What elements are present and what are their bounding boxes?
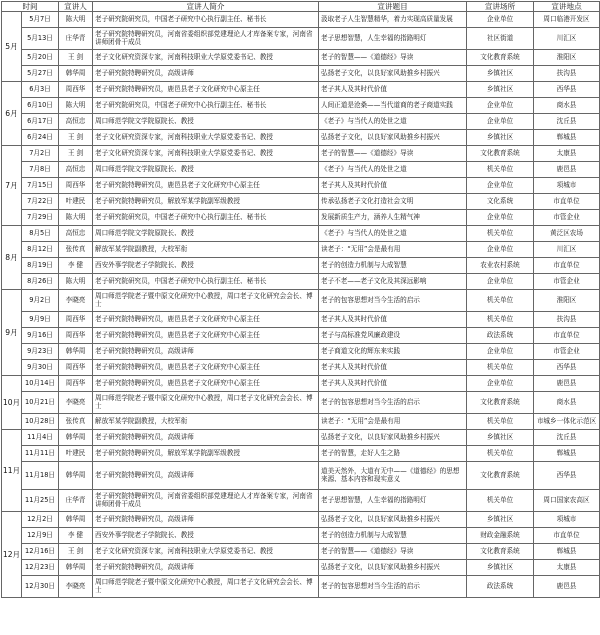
venue-cell: 政法系统 — [467, 328, 534, 344]
place-cell: 黄泛区农场 — [534, 226, 600, 242]
intro-cell: 老子研究院特聘研究员，鹿邑县老子文化研究中心原主任 — [93, 178, 319, 194]
place-cell: 西华县 — [534, 82, 600, 98]
date-cell: 6月24日 — [22, 130, 59, 146]
month-cell: 5月 — [2, 12, 22, 82]
place-cell: 市直单位 — [534, 528, 600, 544]
place-cell: 川汇区 — [534, 28, 600, 50]
header-venue: 宣讲场所 — [467, 2, 534, 12]
place-cell: 川汇区 — [534, 242, 600, 258]
date-cell: 12月16日 — [22, 544, 59, 560]
intro-cell: 老子研究院特聘研究员，高级讲师 — [93, 560, 319, 576]
date-cell: 7月22日 — [22, 194, 59, 210]
table-row — [2, 462, 600, 490]
date-cell: 11月4日 — [22, 430, 59, 446]
topic-cell: 老子的智慧——《道德经》导读 — [319, 146, 467, 162]
table-row — [2, 344, 600, 360]
speaker-cell: 韩华周 — [59, 344, 93, 360]
date-cell: 8月19日 — [22, 258, 59, 274]
header-time: 时间 — [2, 2, 59, 12]
intro-cell: 老子研究院特聘研究员，高级讲师 — [93, 430, 319, 446]
topic-cell: 老子其人及其时代价值 — [319, 360, 467, 376]
intro-cell: 老子研究院研究员，中国老子研究中心执行副主任、秘书长 — [93, 12, 319, 28]
topic-cell: 弘扬老子文化，以良好家风助推乡村振兴 — [319, 130, 467, 146]
speaker-cell: 陈大明 — [59, 210, 93, 226]
table-row — [2, 328, 600, 344]
topic-cell: 《老子》与当代人的处世之道 — [319, 114, 467, 130]
topic-cell: 人间正道是沧桑——当代道商的老子商道实践 — [319, 98, 467, 114]
date-cell: 5月27日 — [22, 66, 59, 82]
table-row — [2, 12, 600, 28]
table-row — [2, 560, 600, 576]
topic-cell: 老子的智慧——《道德经》导读 — [319, 50, 467, 66]
topic-cell: 《老子》与当代人的处世之道 — [319, 226, 467, 242]
date-cell: 12月30日 — [22, 576, 59, 598]
venue-cell: 乡镇社区 — [467, 130, 534, 146]
table-row — [2, 178, 600, 194]
table-row — [2, 290, 600, 312]
venue-cell: 机关单位 — [467, 226, 534, 242]
table-row — [2, 576, 600, 598]
schedule-body — [2, 12, 600, 598]
topic-cell: 老子其人及其时代价值 — [319, 82, 467, 98]
venue-cell: 乡镇社区 — [467, 512, 534, 528]
place-cell: 市管企业 — [534, 274, 600, 290]
speaker-cell: 韩华周 — [59, 66, 93, 82]
speaker-cell: 李晓亮 — [59, 392, 93, 414]
place-cell: 沈丘县 — [534, 430, 600, 446]
speaker-cell: 庄华青 — [59, 28, 93, 50]
table-row — [2, 242, 600, 258]
place-cell: 市管企业 — [534, 210, 600, 226]
speaker-cell: 王 剑 — [59, 130, 93, 146]
speaker-cell: 王 剑 — [59, 146, 93, 162]
intro-cell: 老子研究院特聘研究员，鹿邑县老子文化研究中心原主任 — [93, 376, 319, 392]
speaker-cell: 韩华周 — [59, 462, 93, 490]
venue-cell: 乡镇社区 — [467, 430, 534, 446]
speaker-cell: 周西华 — [59, 178, 93, 194]
venue-cell: 企业单位 — [467, 242, 534, 258]
date-cell: 8月26日 — [22, 274, 59, 290]
place-cell: 西华县 — [534, 462, 600, 490]
place-cell: 市管企业 — [534, 344, 600, 360]
intro-cell: 老子研究院特聘研究员，解放军某学院副军级教授 — [93, 194, 319, 210]
speaker-cell: 陈大明 — [59, 274, 93, 290]
topic-cell: 读老子：“无用”会是最有用 — [319, 414, 467, 430]
speaker-cell: 李 健 — [59, 258, 93, 274]
venue-cell: 文化教育系统 — [467, 146, 534, 162]
intro-cell: 老子研究院特聘研究员，高级讲师 — [93, 344, 319, 360]
date-cell: 7月29日 — [22, 210, 59, 226]
date-cell: 6月3日 — [22, 82, 59, 98]
place-cell: 周口国家农高区 — [534, 490, 600, 512]
date-cell: 12月2日 — [22, 512, 59, 528]
table-row — [2, 66, 600, 82]
intro-cell: 老子研究院特聘研究员，高级讲师 — [93, 66, 319, 82]
venue-cell: 机关单位 — [467, 414, 534, 430]
speaker-cell: 周西华 — [59, 82, 93, 98]
header-place: 宣讲地点 — [534, 2, 600, 12]
date-cell: 5月7日 — [22, 12, 59, 28]
month-cell: 11月 — [2, 430, 22, 512]
intro-cell: 老子研究院特聘研究员，鹿邑县老子文化研究中心原主任 — [93, 360, 319, 376]
intro-cell: 老子文化研究资深专家，河南科技职业大学原党委书记、教授 — [93, 130, 319, 146]
venue-cell: 企业单位 — [467, 376, 534, 392]
table-row — [2, 28, 600, 50]
venue-cell: 乡镇社区 — [467, 66, 534, 82]
table-row — [2, 162, 600, 178]
topic-cell: 《老子》与当代人的处世之道 — [319, 162, 467, 178]
speaker-cell: 庄华青 — [59, 490, 93, 512]
venue-cell: 文化教育系统 — [467, 392, 534, 414]
table-row — [2, 226, 600, 242]
speaker-cell: 韩华周 — [59, 560, 93, 576]
venue-cell: 社区街道 — [467, 28, 534, 50]
speaker-cell: 高恒忠 — [59, 162, 93, 178]
speaker-cell: 张传真 — [59, 414, 93, 430]
date-cell: 9月23日 — [22, 344, 59, 360]
date-cell: 10月21日 — [22, 392, 59, 414]
topic-cell: 老子的包容思想对当今生活的启示 — [319, 576, 467, 598]
date-cell: 8月5日 — [22, 226, 59, 242]
topic-cell: 老子的包容思想对当今生活的启示 — [319, 290, 467, 312]
topic-cell: 汲取老子人生智慧精华，着力实现高质量发展 — [319, 12, 467, 28]
intro-cell: 老子研究院研究员，中国老子研究中心执行副主任、秘书长 — [93, 274, 319, 290]
topic-cell: 发展新质生产力，涵养人生精气神 — [319, 210, 467, 226]
date-cell: 7月8日 — [22, 162, 59, 178]
intro-cell: 老子研究院特聘研究员，鹿邑县老子文化研究中心原主任 — [93, 328, 319, 344]
month-cell: 12月 — [2, 512, 22, 598]
speaker-cell: 陈大明 — [59, 98, 93, 114]
speaker-cell: 高恒忠 — [59, 226, 93, 242]
date-cell: 12月9日 — [22, 528, 59, 544]
topic-cell: 老子其人及其时代价值 — [319, 376, 467, 392]
table-row — [2, 544, 600, 560]
venue-cell: 财政金融系统 — [467, 528, 534, 544]
place-cell: 扶沟县 — [534, 312, 600, 328]
intro-cell: 周口师范学院老子暨中原文化研究中心教授，周口老子文化研究会会长、博士 — [93, 576, 319, 598]
table-row — [2, 512, 600, 528]
place-cell: 市直单位 — [534, 258, 600, 274]
speaker-cell: 高恒忠 — [59, 114, 93, 130]
speaker-cell: 周西华 — [59, 312, 93, 328]
month-cell: 10月 — [2, 376, 22, 430]
topic-cell: 老子不老——老子文化及其深远影响 — [319, 274, 467, 290]
speaker-cell: 李晓亮 — [59, 576, 93, 598]
speaker-cell: 周西华 — [59, 376, 93, 392]
intro-cell: 老子研究院特聘研究员，高级讲师 — [93, 512, 319, 528]
venue-cell: 文化教育系统 — [467, 462, 534, 490]
place-cell: 扶沟县 — [534, 66, 600, 82]
date-cell: 6月17日 — [22, 114, 59, 130]
date-cell: 9月2日 — [22, 290, 59, 312]
place-cell: 西华县 — [534, 360, 600, 376]
place-cell: 太康县 — [534, 146, 600, 162]
month-cell: 9月 — [2, 290, 22, 376]
venue-cell: 机关单位 — [467, 446, 534, 462]
place-cell: 太康县 — [534, 560, 600, 576]
intro-cell: 老子文化研究资深专家，河南科技职业大学原党委书记、教授 — [93, 50, 319, 66]
table-row — [2, 528, 600, 544]
table-row — [2, 210, 600, 226]
date-cell: 7月2日 — [22, 146, 59, 162]
header-row — [2, 2, 600, 12]
venue-cell: 农业农村系统 — [467, 258, 534, 274]
topic-cell: 老子商道文化的辉东来实践 — [319, 344, 467, 360]
intro-cell: 老子研究院特聘研究员，河南省委组织部党建理论人才库备案专家，河南省讲师团骨干成员 — [93, 490, 319, 512]
topic-cell: 传承弘扬老子文化打造社会文明 — [319, 194, 467, 210]
place-cell: 市城乡一体化示范区 — [534, 414, 600, 430]
table-row — [2, 414, 600, 430]
topic-cell: 老子的智慧，走好人生之路 — [319, 446, 467, 462]
speaker-cell: 王 剑 — [59, 544, 93, 560]
speaker-cell: 王 剑 — [59, 50, 93, 66]
intro-cell: 老子研究院特聘研究员，鹿邑县老子文化研究中心原主任 — [93, 312, 319, 328]
date-cell: 11月18日 — [22, 462, 59, 490]
date-cell: 8月12日 — [22, 242, 59, 258]
venue-cell: 乡镇社区 — [467, 560, 534, 576]
venue-cell: 文化教育系统 — [467, 50, 534, 66]
header-intro: 宣讲人简介 — [93, 2, 319, 12]
date-cell: 5月13日 — [22, 28, 59, 50]
speaker-cell: 陈大明 — [59, 12, 93, 28]
table-row — [2, 98, 600, 114]
venue-cell: 乡镇社区 — [467, 82, 534, 98]
topic-cell: 老子其人及其时代价值 — [319, 178, 467, 194]
speaker-cell: 周西华 — [59, 328, 93, 344]
table-row — [2, 490, 600, 512]
date-cell: 6月10日 — [22, 98, 59, 114]
date-cell: 11月25日 — [22, 490, 59, 512]
venue-cell: 企业单位 — [467, 178, 534, 194]
venue-cell: 机关单位 — [467, 360, 534, 376]
intro-cell: 老子研究院特聘研究员，高级讲师 — [93, 462, 319, 490]
date-cell: 5月20日 — [22, 50, 59, 66]
topic-cell: 老子的包容思想对当今生活的启示 — [319, 392, 467, 414]
date-cell: 10月28日 — [22, 414, 59, 430]
date-cell: 9月9日 — [22, 312, 59, 328]
topic-cell: 老子的创造力机制与大成智慧 — [319, 528, 467, 544]
table-row — [2, 446, 600, 462]
month-cell: 8月 — [2, 226, 22, 290]
speaker-cell: 叶建民 — [59, 446, 93, 462]
table-row — [2, 194, 600, 210]
table-row — [2, 392, 600, 414]
place-cell: 淮阳区 — [534, 50, 600, 66]
intro-cell: 老子研究院研究员，中国老子研究中心执行副主任、秘书长 — [93, 210, 319, 226]
intro-cell: 老子研究院特聘研究员，解放军某学院副军级教授 — [93, 446, 319, 462]
date-cell: 10月14日 — [22, 376, 59, 392]
topic-cell: 道美天然外，大道有无中——《道德经》的思想来源、基本内容和现实意义 — [319, 462, 467, 490]
venue-cell: 企业单位 — [467, 344, 534, 360]
place-cell: 商水县 — [534, 98, 600, 114]
topic-cell: 老子思想智慧，人生幸福的指路明灯 — [319, 28, 467, 50]
table-row — [2, 50, 600, 66]
table-row — [2, 114, 600, 130]
intro-cell: 西安外事学院老子学院院长、教授 — [93, 258, 319, 274]
table-row — [2, 312, 600, 328]
header-speaker: 宣讲人 — [59, 2, 93, 12]
intro-cell: 西安外事学院老子学院院长、教授 — [93, 528, 319, 544]
date-cell: 9月30日 — [22, 360, 59, 376]
place-cell: 郸城县 — [534, 446, 600, 462]
venue-cell: 企业单位 — [467, 12, 534, 28]
intro-cell: 周口师范学院文学院原院长、教授 — [93, 162, 319, 178]
intro-cell: 老子研究院特聘研究员，鹿邑县老子文化研究中心原主任 — [93, 82, 319, 98]
venue-cell: 文化系统 — [467, 194, 534, 210]
table-row — [2, 258, 600, 274]
table-row — [2, 360, 600, 376]
intro-cell: 老子文化研究资深专家，河南科技职业大学原党委书记、教授 — [93, 146, 319, 162]
venue-cell: 企业单位 — [467, 210, 534, 226]
header-topic: 宣讲题目 — [319, 2, 467, 12]
intro-cell: 周口师范学院老子暨中原文化研究中心教授，周口老子文化研究会会长、博士 — [93, 290, 319, 312]
month-cell: 6月 — [2, 82, 22, 146]
table-row — [2, 130, 600, 146]
place-cell: 郸城县 — [534, 130, 600, 146]
speaker-cell: 张传真 — [59, 242, 93, 258]
topic-cell: 弘扬老子文化，以良好家风助推乡村振兴 — [319, 430, 467, 446]
topic-cell: 老子的智慧——《道德经》导读 — [319, 544, 467, 560]
speaker-cell: 李晓亮 — [59, 290, 93, 312]
topic-cell: 读老子：“无用”会是最有用 — [319, 242, 467, 258]
intro-cell: 周口师范学院老子暨中原文化研究中心教授，周口老子文化研究会会长、博士 — [93, 392, 319, 414]
place-cell: 周口临港开发区 — [534, 12, 600, 28]
venue-cell: 机关单位 — [467, 490, 534, 512]
place-cell: 项城市 — [534, 512, 600, 528]
topic-cell: 老子与高标准党风廉政建设 — [319, 328, 467, 344]
speaker-cell: 韩华周 — [59, 430, 93, 446]
place-cell: 沈丘县 — [534, 114, 600, 130]
table-row — [2, 376, 600, 392]
intro-cell: 周口师范学院文学院原院长、教授 — [93, 226, 319, 242]
date-cell: 9月16日 — [22, 328, 59, 344]
topic-cell: 弘扬老子文化，以良好家风助推乡村振兴 — [319, 66, 467, 82]
speaker-cell: 叶建民 — [59, 194, 93, 210]
place-cell: 鹿邑县 — [534, 162, 600, 178]
intro-cell: 解放军某学院副教授，大校军衔 — [93, 414, 319, 430]
month-cell: 7月 — [2, 146, 22, 226]
topic-cell: 老子思想智慧，人生幸福的指路明灯 — [319, 490, 467, 512]
place-cell: 淮阳区 — [534, 290, 600, 312]
place-cell: 市直单位 — [534, 194, 600, 210]
table-row — [2, 146, 600, 162]
venue-cell: 企业单位 — [467, 114, 534, 130]
speaker-cell: 李 健 — [59, 528, 93, 544]
intro-cell: 老子文化研究资深专家，河南科技职业大学原党委书记、教授 — [93, 544, 319, 560]
date-cell: 7月15日 — [22, 178, 59, 194]
speaker-cell: 韩华周 — [59, 512, 93, 528]
venue-cell: 企业单位 — [467, 274, 534, 290]
place-cell: 商水县 — [534, 392, 600, 414]
intro-cell: 周口师范学院文学院原院长、教授 — [93, 114, 319, 130]
venue-cell: 文化教育系统 — [467, 544, 534, 560]
table-row — [2, 274, 600, 290]
lecture-schedule-table — [1, 1, 600, 598]
topic-cell: 老子其人及其时代价值 — [319, 312, 467, 328]
intro-cell: 老子研究院特聘研究员，河南省委组织部党建理论人才库备案专家，河南省讲师团骨干成员 — [93, 28, 319, 50]
venue-cell: 机关单位 — [467, 312, 534, 328]
table-row — [2, 430, 600, 446]
place-cell: 鹿邑县 — [534, 576, 600, 598]
place-cell: 郸城县 — [534, 544, 600, 560]
topic-cell: 弘扬老子文化，以良好家风助推乡村振兴 — [319, 512, 467, 528]
place-cell: 鹿邑县 — [534, 376, 600, 392]
date-cell: 12月23日 — [22, 560, 59, 576]
venue-cell: 企业单位 — [467, 98, 534, 114]
table-row — [2, 82, 600, 98]
intro-cell: 解放军某学院副教授，大校军衔 — [93, 242, 319, 258]
intro-cell: 老子研究院研究员，中国老子研究中心执行副主任、秘书长 — [93, 98, 319, 114]
venue-cell: 机关单位 — [467, 290, 534, 312]
speaker-cell: 周西华 — [59, 360, 93, 376]
place-cell: 市直单位 — [534, 328, 600, 344]
place-cell: 项城市 — [534, 178, 600, 194]
topic-cell: 弘扬老子文化，以良好家风助推乡村振兴 — [319, 560, 467, 576]
date-cell: 11月11日 — [22, 446, 59, 462]
topic-cell: 老子的创造力机制与大成智慧 — [319, 258, 467, 274]
venue-cell: 机关单位 — [467, 162, 534, 178]
venue-cell: 政法系统 — [467, 576, 534, 598]
